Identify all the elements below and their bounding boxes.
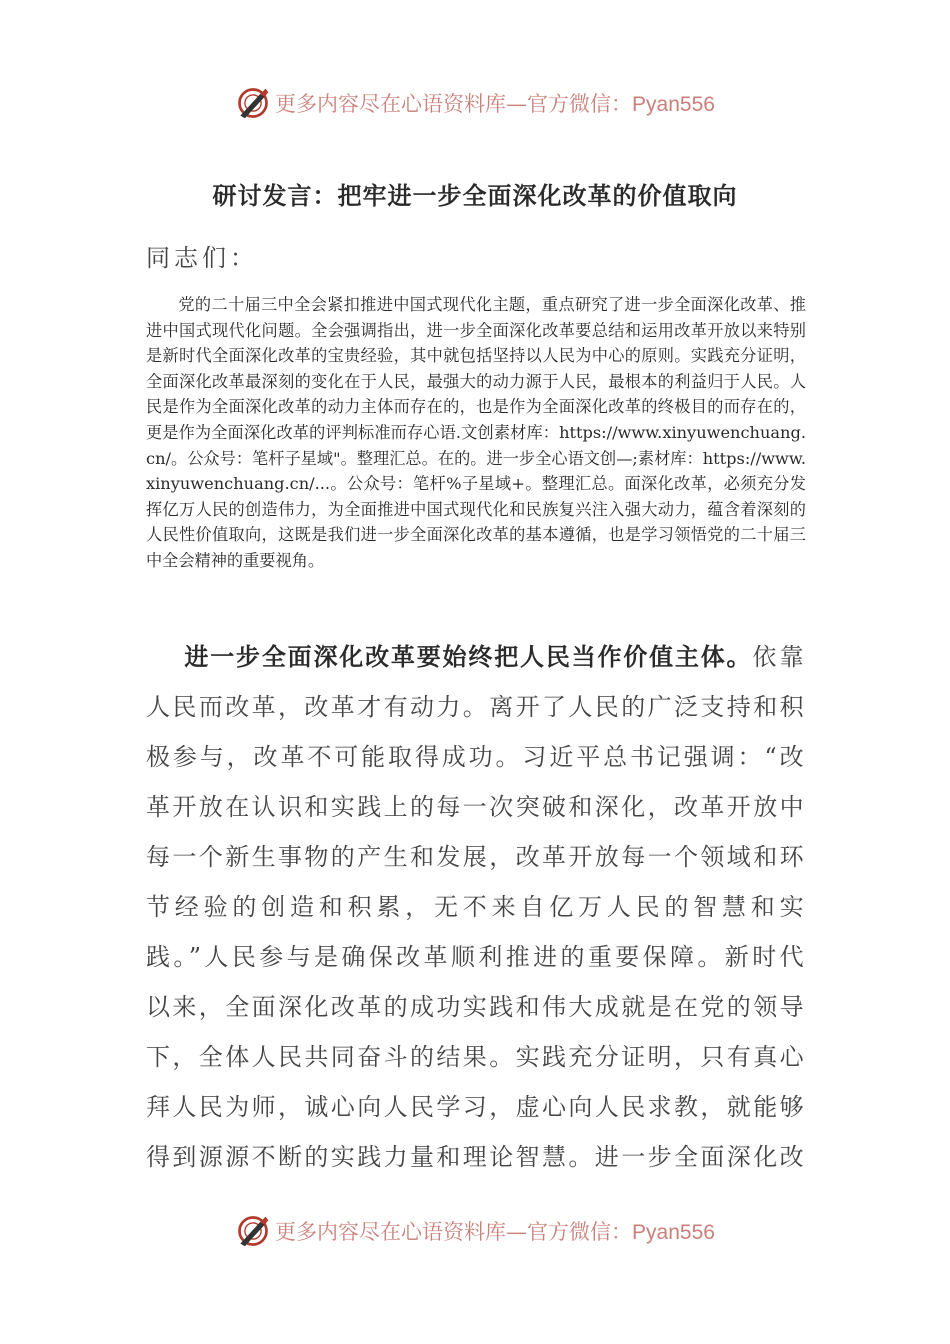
section-paragraph [146,632,806,1182]
header-banner-text: 更多内容尽在心语资料库—官方微信：Pyan556 [275,92,715,116]
intro-paragraph: 党的二十届三中全会紧扣推进中国式现代化主题，重点研究了进一步全面深化改革、推进中国式现代化问题。全会强调指出，进一步全面深化改革要总结和运用改革开放以来特别是新时代全面深化改革的宝贵经验，其中就包括坚持以人民为中心的原则。实践充分证明，全面深化改革最深刻的变化在于人民，最强大的动力源于人民，最根本的利益归于人民。人民是作为全面深化改革的动力主体而存在的，也是作为全面深化改革的终极目的而存在的，更是作为全面深化改革的评判标准而存心语.文创素材库：https://www.xinyuwenchuang.cn/。公众号：笔杆子星域"。整理汇总。在的。进一步全心语文创—;素材库：https://www.xinyuwenchuang.cn/...。公众号：笔杆%子星域+。整理汇总。面深化改革，必须充分发挥亿万人民的创造伟力，为全面推进中国式现代化和民族复兴注入强大动力，蕴含着深刻的人民性价值取向，这既是我们进一步全面深化改革的基本遵循，也是学习领悟党的二十届三中全会精神的重要视角。 [146,295,806,570]
section-lead-sentence: 进一步全面深化改革要始终把人民当作价值主体。 [184,643,753,671]
document-title: 研讨发言：把牢进一步全面深化改革的价值取向 [212,182,738,210]
pen-logo-icon [235,85,271,121]
header-banner [0,78,950,128]
footer-wechat-id: Pyan556 [632,1221,715,1244]
footer-banner [0,1206,950,1256]
pen-logo-icon [235,1213,271,1249]
header-wechat-id: Pyan556 [632,93,715,116]
section-body-text: 依靠人民而改革，改革才有动力。离开了人民的广泛支持和积极参与，改革不可能取得成功。习近平总书记强调：“改革开放在认识和实践上的每一次突破和深化，改革开放中每一个新生事物的产生和发展，改革开放每一个领域和环节经验的创造和积累，无不来自亿万人民的智慧和实践。”人民参与是确保改革顺利推进的重要保障。新时代以来，全面深化改革的成功实践和伟大成就是在党的领导下，全体人民共同奋斗的结果。实践充分证明，只有真心拜人民为师，诚心向人民学习，虚心向人民求教，就能够得到源源不断的实践力量和理论智慧。进一步全面深化改 [146,643,806,1171]
footer-banner-text: 更多内容尽在心语资料库—官方微信：Pyan556 [275,1220,715,1244]
salutation: 同志们： [146,244,258,272]
